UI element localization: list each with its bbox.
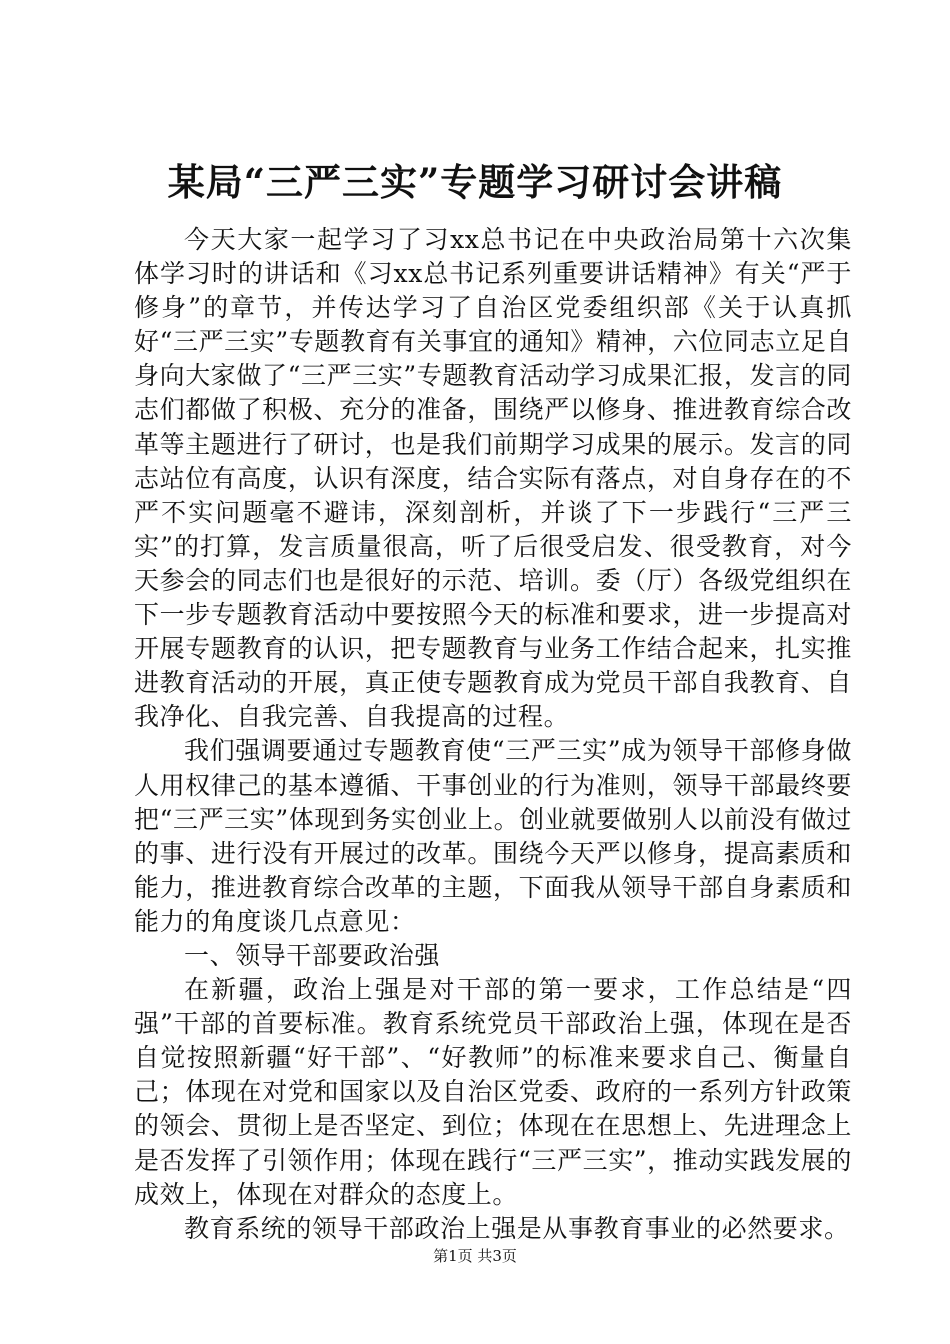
paragraph-3: 在新疆，政治上强是对干部的第一要求，工作总结是“四强”干部的首要标准。教育系统党员干部政治上强，体现在是否自觉按照新疆“好干部”、“好教师”的标准来要求自己、衡量自己；体现在对党和国家以及自治区党委、政府的一系列方针政策的领会、贯彻上是否坚定、到位；体现在在思想上、先进理念上是否发挥了引领作用；体现在践行“三严三实”，推动实践发展的成效上，体现在对群众的态度上。	[134, 975, 852, 1209]
document-title: 某局“三严三实”专题学习研讨会讲稿	[167, 160, 783, 204]
paragraph-4: 教育系统的领导干部政治上强是从事教育事业的必然要求。	[184, 1213, 850, 1243]
paragraph-1: 今天大家一起学习了习xx总书记在中央政治局第十六次集体学习时的讲话和《习xx总书记系列重要讲话精神》有关“严于修身”的章节，并传达学习了自治区党委组织部《关于认真抓好“三严三实”专题教育有关事宜的通知》精神，六位同志立足自身向大家做了“三严三实”专题教育活动学习成果汇报，发言的同志们都做了积极、充分的准备，围绕严以修身、推进教育综合改革等主题进行了研讨，也是我们前期学习成果的展示。发言的同志站位有高度，认识有深度，结合实际有落点，对自身存在的不严不实问题毫不避讳，深刻剖析，并谈了下一步践行“三严三实”的打算，发言质量很高，听了后很受启发、很受教育，对今天参会的同志们也是很好的示范、培训。委（厅）各级党组织在下一步专题教育活动中要按照今天的标准和要求，进一步提高对开展专题教育的认识，把专题教育与业务工作结合起来，扎实推进教育活动的开展，真正使专题教育成为党员干部自我教育、自我净化、自我完善、自我提高的过程。	[134, 225, 852, 732]
section-heading-1: 一、领导干部要政治强	[184, 940, 441, 970]
document-body	[134, 223, 852, 1246]
paragraph-2: 我们强调要通过专题教育使“三严三实”成为领导干部修身做人用权律己的基本遵循、干事创业的行为准则，领导干部最终要把“三严三实”体现到务实创业上。创业就要做别人以前没有做过的事、进行没有开展过的改革。围绕今天严以修身，提高素质和能力，推进教育综合改革的主题，下面我从领导干部自身素质和能力的角度谈几点意见：	[134, 736, 852, 936]
page-number-footer: 第1页 共3页	[433, 1247, 517, 1265]
